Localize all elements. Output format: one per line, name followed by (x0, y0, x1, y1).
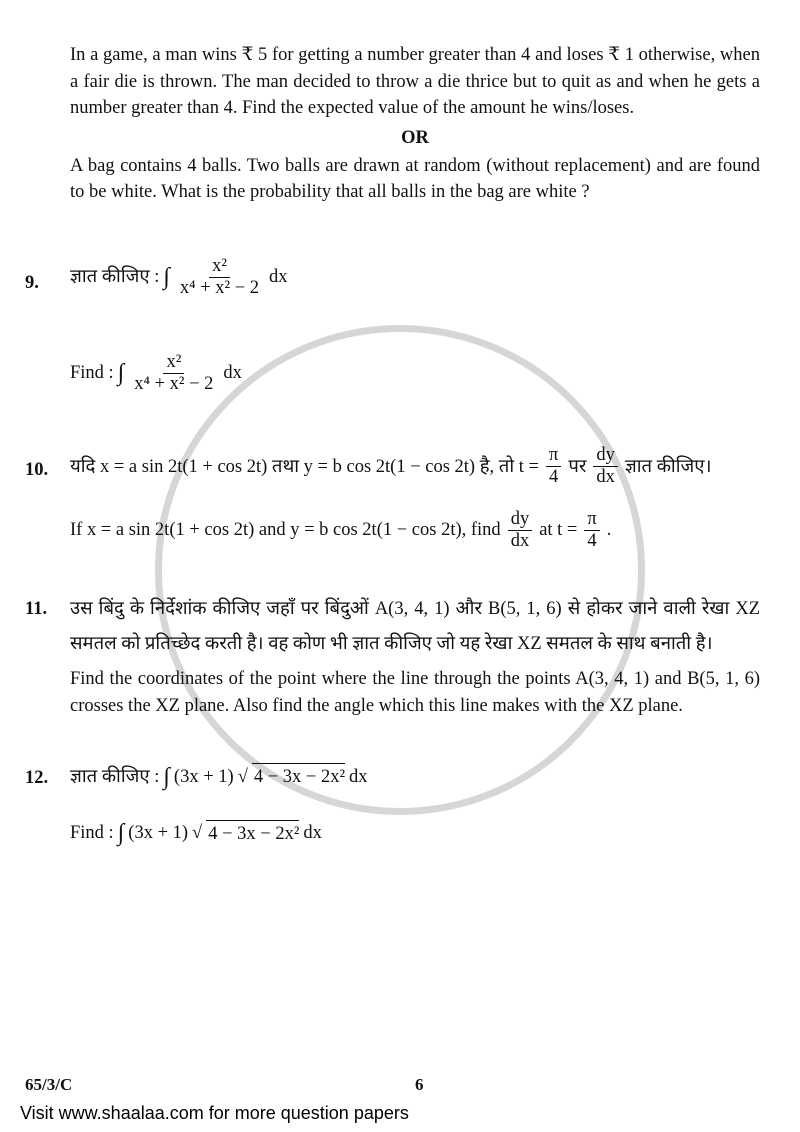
hindi-text: ज्ञात कीजिए। (624, 456, 712, 477)
question-number-9: 9. (25, 272, 39, 293)
question-11 (25, 592, 760, 662)
question-number-11: 11. (25, 599, 48, 620)
integral-sign: ∫ (117, 359, 125, 386)
english-prefix: Find : (70, 823, 114, 844)
english-text: If x = a sin 2t(1 + cos 2t) and y = b cos 2t(1 − cos 2t), find (70, 520, 501, 541)
fraction (131, 352, 216, 396)
denominator: 4 (587, 530, 597, 551)
numerator: dy (508, 509, 533, 531)
question-9 (25, 256, 760, 300)
numerator: π (546, 445, 561, 467)
question-12-hindi (70, 763, 760, 791)
dx: dx (349, 766, 368, 787)
radicand: 4 − 3x − 2x² (206, 820, 299, 848)
question-9-hindi (70, 256, 760, 300)
question-number-12: 12. (25, 768, 49, 789)
question-12 (25, 763, 760, 792)
denominator: x⁴ + x² − 2 (179, 278, 260, 299)
dx: dx (223, 362, 242, 383)
or-separator: OR (401, 127, 429, 148)
question-number-10: 10. (25, 460, 49, 481)
paper-code: 65/3/C (25, 1075, 73, 1094)
question-10 (25, 445, 760, 489)
hindi-prefix: ज्ञात कीजिए : (70, 267, 160, 288)
page-number: 6 (415, 1075, 424, 1094)
hindi-prefix: ज्ञात कीजिए : (70, 766, 160, 787)
question-9-english (70, 352, 760, 396)
factor: (3x + 1) (173, 766, 234, 787)
hindi-text: यदि x = a sin 2t(1 + cos 2t) तथा y = b cos 2t(1 − cos 2t) है, तो t = (70, 456, 539, 477)
english-prefix: Find : (70, 362, 114, 383)
denominator: 4 (549, 467, 559, 488)
integral-sign: ∫ (163, 763, 170, 790)
hindi-text: पर (568, 456, 587, 477)
denominator: x⁴ + x² − 2 (134, 373, 214, 394)
question-8-text: In a game, a man wins ₹ 5 for getting a number greater than 4 and loses ₹ 1 otherwise, when a fair die is thrown. The man decided to throw a die thrice but to quit as and when he gets a number greater than 4. Find the expected value of the amount he wins/loses. (70, 45, 760, 119)
integral-sign: ∫ (163, 264, 170, 291)
period: . (606, 520, 612, 541)
numerator: π (584, 509, 599, 531)
denominator: dx (510, 530, 530, 551)
sqrt-icon: √ (237, 766, 248, 787)
factor: (3x + 1) (128, 823, 189, 844)
fraction-pi-4 (546, 445, 561, 489)
dx: dx (269, 267, 288, 288)
visit-link[interactable]: Visit www.shaalaa.com for more question papers (20, 1103, 409, 1123)
fraction-pi-4 (584, 509, 599, 553)
integral-sign: ∫ (117, 820, 125, 847)
question-10-hindi (70, 445, 760, 489)
question-10-english (70, 509, 760, 553)
dx: dx (303, 823, 322, 844)
fraction-dy-dx (593, 445, 618, 489)
question-12-english (70, 820, 760, 848)
radicand: 4 − 3x − 2x² (252, 763, 345, 791)
numerator: dy (593, 445, 618, 467)
footer (25, 1055, 760, 1095)
fraction-dy-dx (508, 509, 533, 553)
question-8-alternative: A bag contains 4 balls. Two balls are drawn at random (without replacement) and are found to be white. What is the probability that all balls in the bag are white ? (70, 155, 760, 203)
numerator: x² (209, 256, 230, 278)
fraction (177, 256, 262, 300)
question-11-english: Find the coordinates of the point where the line through the points A(3, 4, 1) and B(5, 1, 6) crosses the XZ plane. Also find the angle which this line makes with the XZ plane. (70, 669, 760, 716)
numerator: x² (163, 352, 184, 374)
sqrt-icon: √ (192, 823, 203, 844)
english-text: at t = (539, 520, 578, 541)
denominator: dx (596, 467, 615, 488)
question-11-hindi: उस बिंदु के निर्देशांक कीजिए जहाँ पर बिंदुओं A(3, 4, 1) और B(5, 1, 6) से होकर जाने वाली रेखा XZ समतल को प्रतिच्छेद करती है। वह कोण भी ज्ञात कीजिए जो यह रेखा XZ समतल के साथ बनाती है। (70, 599, 760, 655)
